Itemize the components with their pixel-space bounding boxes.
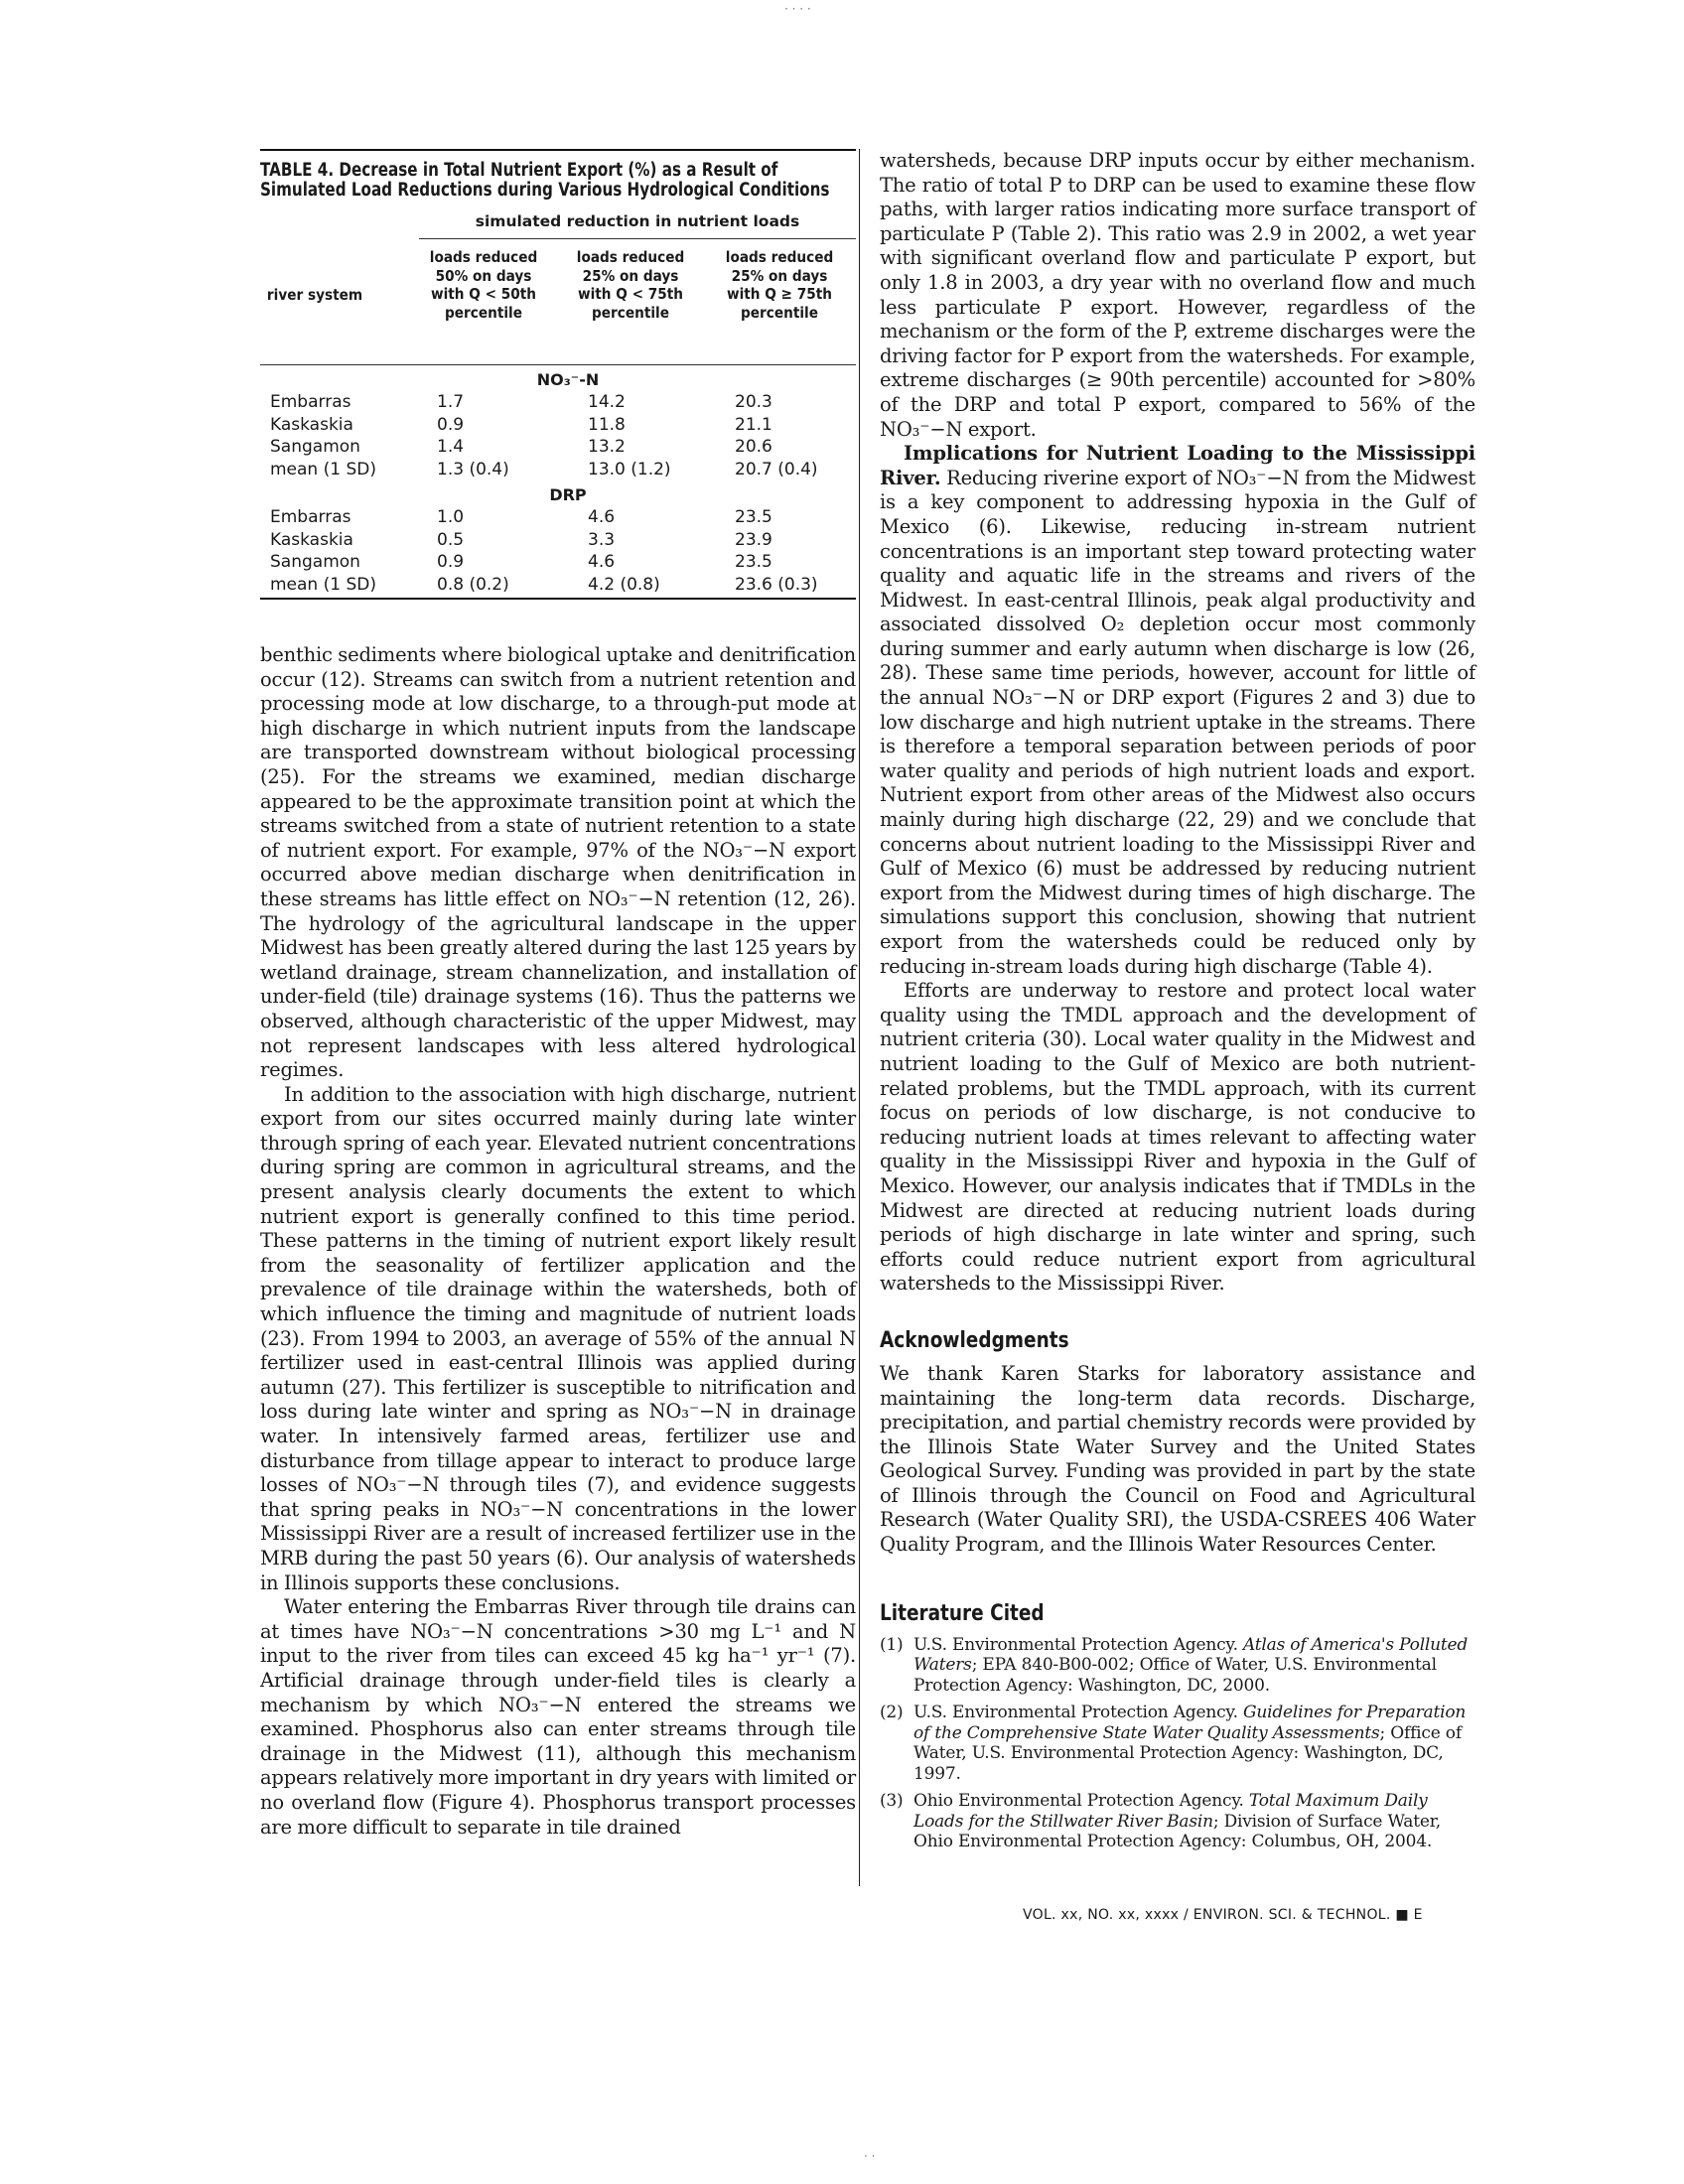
- paragraph-text: Reducing riverine export of NO₃⁻−N from the Midwest is a key component to addressing hypoxia in the Gulf of Mexico (6). Likewise, reducing in-stream nutrient concentrations is an important step toward protecting water quality and aquatic life in the streams and rivers of the Midwest. In east-central Illinois, peak algal productivity and associated dissolved O₂ depletion occur most commonly during summer and early autumn when discharge is low (26, 28). These same time periods, however, account for little of the annual NO₃⁻−N or DRP export (Figures 2 and 3) due to low discharge and high nutrient uptake in the streams. There is therefore a temporal separation between periods of poor water quality and periods of high nutrient loads and export. Nutrient export from other areas of the Midwest also occurs mainly during high discharge (22, 29) and we conclude that concerns about nutrient loading to the Mississippi River and Gulf of Mexico (6) must be addressed by reducing nutrient export from the Midwest during times of high discharge. The simulations support this conclusion, showing that nutrient export from the watersheds could be reduced only by reducing in-stream loads during high discharge (Table 4).: [880, 466, 1475, 978]
- cell-river: Sangamon: [270, 437, 360, 457]
- cell-value: 1.4: [437, 437, 465, 457]
- paragraph: We thank Karen Starks for laboratory assistance and maintaining the long-term data records. Discharge, precipitation, and partial chemistry records were provided by the Illinois State Water Survey and the United States Geological Survey. Funding was provided in part by the state of Illinois through the Council on Food and Agricultural Research (Water Quality SRI), the USDA-CSREES 406 Water Quality Program, and the Illinois Water Resources Center.: [880, 1361, 1475, 1557]
- right-column: [880, 149, 1475, 1859]
- cell-value: 23.5: [735, 552, 772, 572]
- paragraph: benthic sediments where biological uptake and denitrification occur (12). Streams can switch from a nutrient retention and processing mode at low discharge, to a through-put mode at high discharge in which nutrient inputs from the landscape are transported downstream without biological processing (25). For the streams we examined, median discharge appeared to be the approximate transition point at which the streams switched from a state of nutrient retention to a state of nutrient export. For example, 97% of the NO₃⁻−N export occurred above median discharge when denitrification in these streams has little effect on NO₃⁻−N retention (12, 26). The hydrology of the agricultural landscape in the upper Midwest has been greatly altered during the last 125 years by wetland drainage, stream channelization, and installation of under-field (tile) drainage systems (16). Thus the patterns we observed, although characteristic of the upper Midwest, may not represent landscapes with less altered hydrological regimes.: [260, 643, 857, 1082]
- cell-river: Embarras: [270, 507, 351, 527]
- reference-item: [880, 1791, 1475, 1852]
- cell-value: 1.3 (0.4): [437, 459, 509, 479]
- cell-value: 13.2: [588, 437, 626, 457]
- cell-value: 1.0: [437, 507, 465, 527]
- cell-value: 20.6: [735, 437, 772, 457]
- cell-river: mean (1 SD): [270, 459, 376, 479]
- table-row: [260, 574, 856, 597]
- table-row: [260, 551, 856, 574]
- acknowledgments-text: [880, 1362, 1475, 1558]
- table-caption: TABLE 4. Decrease in Total Nutrient Export (%) as a Result of Simulated Load Reductions during Various Hydrological Conditions: [260, 160, 830, 201]
- cell-river: Kaskaskia: [270, 414, 353, 435]
- spanner-rule: [419, 238, 856, 239]
- table-row: [260, 459, 856, 481]
- table-group-label: NO₃⁻-N: [536, 370, 600, 389]
- left-column: [260, 149, 856, 1840]
- column-divider: [859, 149, 860, 1886]
- right-body-text: [880, 149, 1475, 1297]
- cell-value: 1.7: [437, 392, 465, 412]
- cell-value: 23.6 (0.3): [735, 574, 818, 595]
- reference-item: [880, 1635, 1475, 1697]
- cell-value: 23.5: [735, 507, 772, 527]
- reference-number: (2): [880, 1703, 904, 1723]
- cell-river: Sangamon: [270, 552, 360, 572]
- paragraph: In addition to the association with high discharge, nutrient export from our sites occurred mainly during late winter through spring of each year. Elevated nutrient concentrations during spring are common in agricultural streams, and the present analysis clearly documents the extent to which nutrient export is generally confined to this time period. These patterns in the timing of nutrient export likely result from the seasonality of fertilizer application and the prevalence of tile drainage within the watersheds, both of which influence the timing and magnitude of nutrient loads (23). From 1994 to 2003, an average of 55% of the annual N fertilizer used in east-central Illinois was applied during autumn (27). This fertilizer is susceptible to nitrification and loss during late winter and spring as NO₃⁻−N in drainage water. In intensively farmed areas, fertilizer use and disturbance from tillage appear to interact to produce large losses of NO₃⁻−N through tiles (7), and evidence suggests that spring peaks in NO₃⁻−N concentrations in the lower Mississippi River are a result of increased fertilizer use in the MRB during the past 50 years (6). Our analysis of watersheds in Illinois supports these conclusions.: [260, 1082, 856, 1594]
- cell-value: 21.1: [735, 414, 772, 435]
- reference-text: Ohio Environmental Protection Agency. Total Maximum Daily Loads for the Stillwater River Basin; Division of Surface Water, Ohio Environmental Protection Agency: Columbus, OH, 2004.: [913, 1791, 1441, 1852]
- paragraph: Water entering the Embarras River through tile drains can at times have NO₃⁻−N concentrations >30 mg L⁻¹ and N input to the river from tiles can exceed 45 kg ha⁻¹ yr⁻¹ (7). Artificial drainage through under-field tiles is clearly a mechanism by which NO₃⁻−N entered the streams we examined. Phosphorus also can enter streams through tile drainage in the Midwest (11), although this mechanism appears relatively more important in dry years with limited or no overland flow (Figure 4). Phosphorus transport processes are more difficult to separate in tile drained: [260, 1595, 856, 1839]
- cell-value: 14.2: [588, 392, 626, 412]
- table-row: [260, 506, 856, 529]
- cell-value: 3.3: [588, 529, 616, 550]
- cell-river: Kaskaskia: [270, 529, 353, 550]
- cell-value: 20.3: [735, 392, 772, 412]
- table-row: [260, 391, 856, 414]
- cell-value: 4.6: [588, 552, 616, 572]
- paragraph-implications: [880, 442, 1475, 979]
- cell-value: 0.8 (0.2): [437, 574, 509, 595]
- scan-artifact-bottom: · ·: [864, 2149, 876, 2163]
- table-row: [260, 529, 856, 552]
- header-rule: [260, 364, 856, 365]
- col-header-river-system: river system: [266, 286, 363, 304]
- table-bottom-rule: [260, 598, 856, 600]
- table-row: [260, 436, 856, 459]
- cell-value: 11.8: [588, 414, 626, 435]
- col-header-reduction-25-low: loads reduced 25% on days with Q < 75th percentile: [576, 248, 685, 322]
- cell-value: 0.5: [437, 529, 465, 550]
- table-spanner-header: simulated reduction in nutrient loads: [475, 212, 800, 230]
- reference-list: [880, 1635, 1475, 1852]
- literature-cited-heading: Literature Cited: [880, 1600, 1045, 1626]
- cell-value: 4.6: [588, 507, 616, 527]
- reference-number: (3): [880, 1791, 904, 1812]
- table-4: [260, 149, 856, 600]
- table-top-rule: [260, 149, 856, 151]
- reference-number: (1): [880, 1634, 904, 1655]
- paragraph: watersheds, because DRP inputs occur by either mechanism. The ratio of total P to DRP can be used to examine these flow paths, with larger ratios indicating more surface transport of particulate P (Table 2). This ratio was 2.9 in 2002, a wet year with significant overland flow and particulate P export, but only 1.8 in 2003, a dry year with no overland flow and much less particulate P export. However, regardless of the mechanism or the form of the P, extreme discharges were the driving factor for P export from the watersheds. For example, extreme discharges (≥ 90th percentile) accounted for >80% of the DRP and total P export, compared to 56% of the NO₃⁻−N export.: [880, 149, 1475, 441]
- reference-item: [880, 1703, 1475, 1784]
- cell-value: 13.0 (1.2): [588, 459, 671, 479]
- acknowledgments-heading: Acknowledgments: [880, 1327, 1069, 1353]
- section-runin-heading: Implications for Nutrient Loading to the Mississippi River.: [880, 442, 1475, 489]
- scan-artifact-top: · · · ·: [784, 2, 811, 16]
- paragraph: Efforts are underway to restore and protect local water quality using the TMDL approach and the development of nutrient criteria (30). Local water quality in the Midwest and nutrient loading to the Gulf of Mexico are both nutrient-related problems, but the TMDL approach, with its current focus on periods of low discharge, is not conducive to reducing nutrient loads at times relevant to affecting water quality in the Mississippi River and hypoxia in the Gulf of Mexico. However, our analysis indicates that if TMDLs in the Midwest are directed at reducing nutrient loads during periods of high discharge in late winter and spring, such efforts could reduce nutrient export from agricultural watersheds to the Mississippi River.: [880, 979, 1475, 1296]
- left-body-text: [260, 643, 856, 1840]
- table-group-label: DRP: [549, 485, 587, 504]
- table-row: [260, 414, 856, 437]
- page-footer: VOL. xx, NO. xx, xxxx / ENVIRON. SCI. & TECHNOL. ■ E: [1023, 1907, 1423, 1923]
- table-header: [260, 208, 856, 365]
- col-header-reduction-50: loads reduced 50% on days with Q < 50th percentile: [429, 248, 538, 322]
- cell-value: 0.9: [437, 552, 465, 572]
- reference-text: U.S. Environmental Protection Agency. Guidelines for Preparation of the Comprehensive State Water Quality Assessments; Office of Water, U.S. Environmental Protection Agency: Washington, DC, 1997.: [913, 1703, 1467, 1784]
- col-header-reduction-25-high: loads reduced 25% on days with Q ≥ 75th percentile: [725, 248, 834, 322]
- cell-value: 4.2 (0.8): [588, 574, 660, 595]
- reference-text: U.S. Environmental Protection Agency. Atlas of America's Polluted Waters; EPA 840-B00-002; Office of Water, U.S. Environmental Protection Agency: Washington, DC, 2000.: [913, 1634, 1469, 1696]
- cell-value: 0.9: [437, 414, 465, 435]
- cell-value: 20.7 (0.4): [735, 459, 818, 479]
- cell-river: Embarras: [270, 392, 351, 412]
- cell-value: 23.9: [735, 529, 772, 550]
- cell-river: mean (1 SD): [270, 574, 376, 595]
